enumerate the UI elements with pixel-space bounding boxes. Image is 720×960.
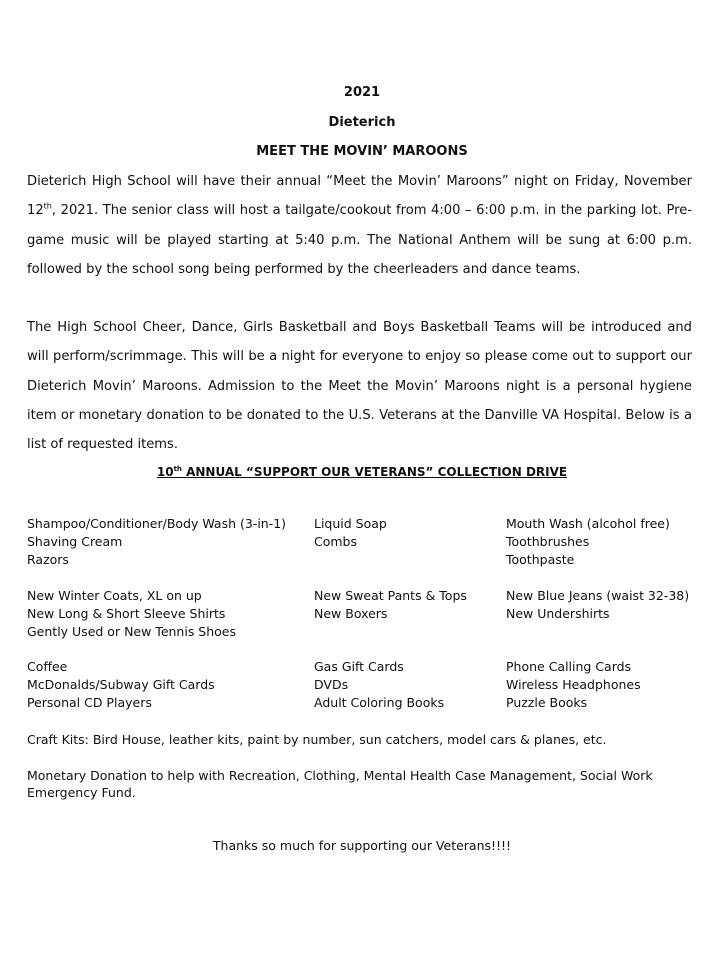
item: New Undershirts: [506, 606, 610, 621]
item: [314, 623, 506, 641]
intro-text-part1: Dieterich High School will have their annual “Meet the Movin’ Maroons” night on Friday, November 12: [27, 174, 692, 219]
item: Liquid Soap: [314, 516, 387, 531]
drive-number: 10: [156, 465, 174, 479]
intro-date-suffix: th: [43, 201, 52, 211]
item: Toothbrushes: [506, 534, 590, 549]
item: New Boxers: [314, 606, 388, 621]
teams-paragraph: The High School Cheer, Dance, Girls Basketball and Boys Basketball Teams will be introduced and will perform/scrimmage. This will be a night for everyone to enjoy so please come out to support our Dieterich Movin’ Maroons. Admission to the Meet the Movin’ Maroons night is a personal hygiene item or monetary donation to be donated to the U.S. Veterans at the Danville VA Hospital. Below is a list of requested items.: [27, 320, 692, 453]
item: Shampoo/Conditioner/Body Wash (3-in-1): [27, 516, 287, 531]
craft-kits-line: Craft Kits: Bird House, leather kits, paint by number, sun catchers, model cars & planes, etc.: [27, 732, 607, 747]
thanks-line: Thanks so much for supporting our Veterans!!!!: [212, 838, 512, 853]
item: Razors: [27, 552, 69, 567]
item: New Sweat Pants & Tops: [314, 588, 467, 603]
item-row: [27, 623, 720, 641]
item-row: [27, 605, 720, 623]
collection-drive-heading: [0, 465, 720, 479]
item: Gently Used or New Tennis Shoes: [27, 624, 237, 639]
item: Combs: [314, 534, 357, 549]
intro-paragraph: [27, 167, 692, 284]
item: Puzzle Books: [506, 695, 588, 710]
item: New Long & Short Sleeve Shirts: [27, 606, 226, 621]
drive-number-suffix: th: [173, 465, 182, 473]
town-heading: Dieterich: [328, 115, 396, 130]
item-group-clothing: [27, 587, 720, 641]
event-title: MEET THE MOVIN’ MAROONS: [256, 144, 468, 159]
item: [314, 551, 506, 569]
item: Coffee: [27, 659, 68, 674]
item: New Winter Coats, XL on up: [27, 588, 202, 603]
item-row: [27, 658, 720, 676]
item: Personal CD Players: [27, 695, 152, 710]
item: Shaving Cream: [27, 534, 123, 549]
intro-text-part2: , 2021. The senior class will host a tailgate/cookout from 4:00 – 6:00 p.m. in the parking lot. Pre-game music will be played starting at 5:40 p.m. The National Anthem will be sung at 6:00 p.m. followed by the school song being performed by the cheerleaders and dance teams.: [27, 203, 692, 277]
monetary-donation-line: Monetary Donation to help with Recreation, Clothing, Mental Health Case Management, Social Work Emergency Fund.: [27, 768, 653, 800]
item-row: [27, 551, 720, 569]
item: Wireless Headphones: [506, 677, 641, 692]
item-row: [27, 533, 720, 551]
item-group-hygiene: [27, 515, 720, 569]
year-heading: 2021: [343, 85, 381, 100]
item-group-misc: [27, 658, 720, 712]
item-row: [27, 587, 720, 605]
item: McDonalds/Subway Gift Cards: [27, 677, 215, 692]
item: Mouth Wash (alcohol free): [506, 516, 670, 531]
item-row: [27, 515, 720, 533]
item: Phone Calling Cards: [506, 659, 632, 674]
item: Adult Coloring Books: [314, 695, 445, 710]
item: New Blue Jeans (waist 32-38): [506, 588, 690, 603]
item: DVDs: [314, 677, 349, 692]
item: Toothpaste: [506, 552, 575, 567]
item: Gas Gift Cards: [314, 659, 404, 674]
item-row: [27, 676, 720, 694]
drive-title: ANNUAL “SUPPORT OUR VETERANS” COLLECTION DRIVE: [181, 465, 568, 479]
item-row: [27, 694, 720, 712]
item: [506, 623, 720, 641]
